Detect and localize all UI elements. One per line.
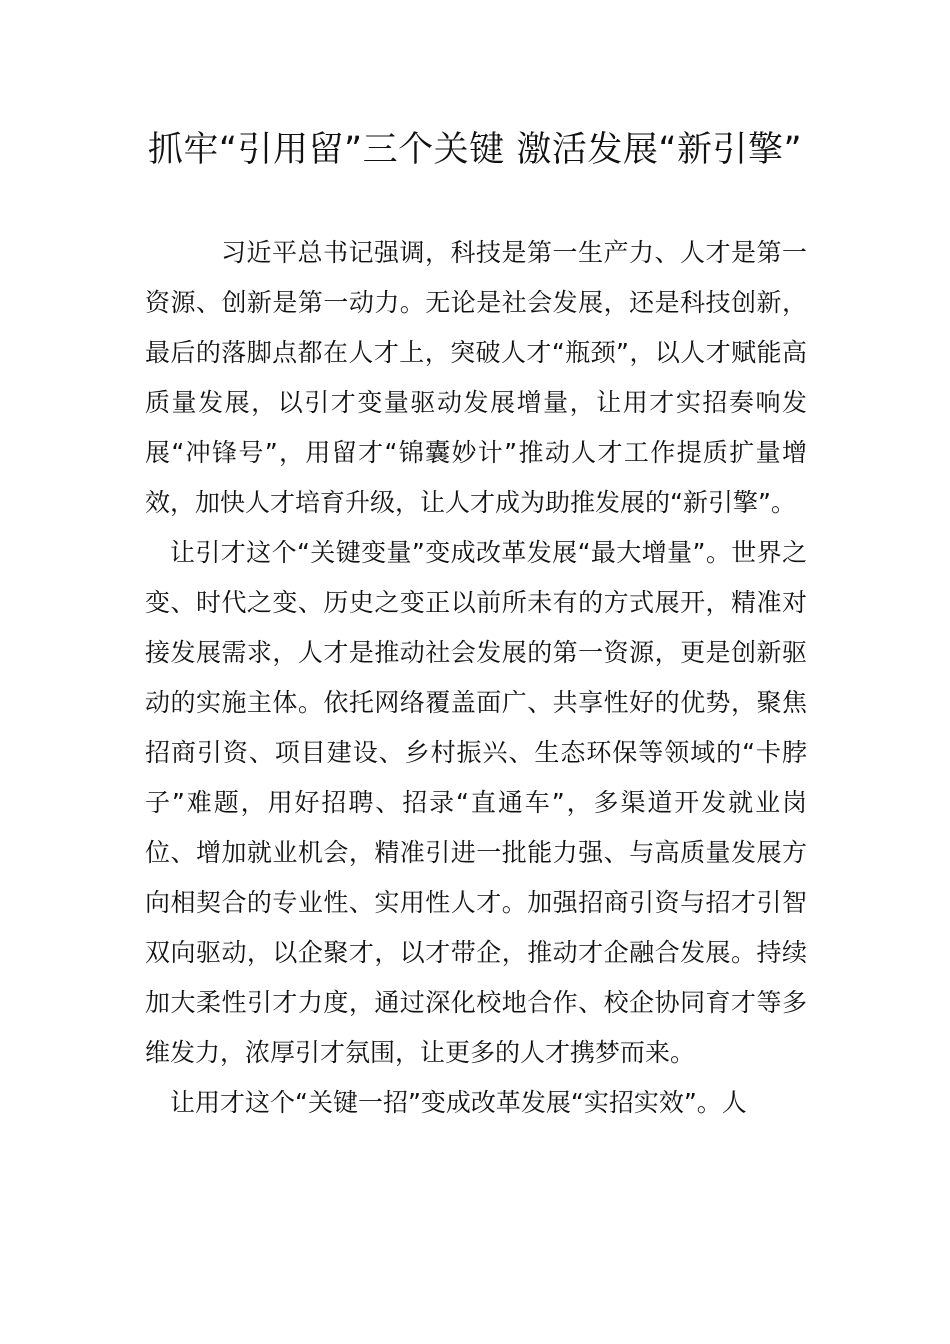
- paragraph-use-talent: 让用才这个“关键一招”变成改革发展“实招实效”。人: [170, 1088, 747, 1117]
- paragraph-intro: 习近平总书记强调，科技是第一生产力、人才是第一资源、创新是第一动力。无论是社会发展，还是科技创新，最后的落脚点都在人才上，突破人才“瓶颈”，以人才赋能高质量发展，以引才变量驱动发展增量，让用才实招奏响发展“冲锋号”，用留才“锦囊妙计”推动人才工作提质扩量增效，加快人才培育升级，让人才成为助推发展的“新引擎”。: [145, 238, 807, 517]
- document-title: 抓牢“引用留”三个关键 激活发展“新引擎”: [147, 130, 803, 170]
- paragraph-attract-talent: 让引才这个“关键变量”变成改革发展“最大增量”。世界之变、时代之变、历史之变正以前所未有的方式展开，精准对接发展需求，人才是推动社会发展的第一资源，更是创新驱动的实施主体。依托网络覆盖面广、共享性好的优势，聚焦招商引资、项目建设、乡村振兴、生态环保等领域的“卡脖子”难题，用好招聘、招录“直通车”，多渠道开发就业岗位、增加就业机会，精准引进一批能力强、与高质量发展方向相契合的专业性、实用性人才。加强招商引资与招才引智双向驱动，以企聚才，以才带企，推动才企融合发展。持续加大柔性引才力度，通过深化校地合作、校企协同育才等多维发力，浓厚引才氛围，让更多的人才携梦而来。: [145, 538, 807, 1067]
- document-body: [145, 228, 807, 1128]
